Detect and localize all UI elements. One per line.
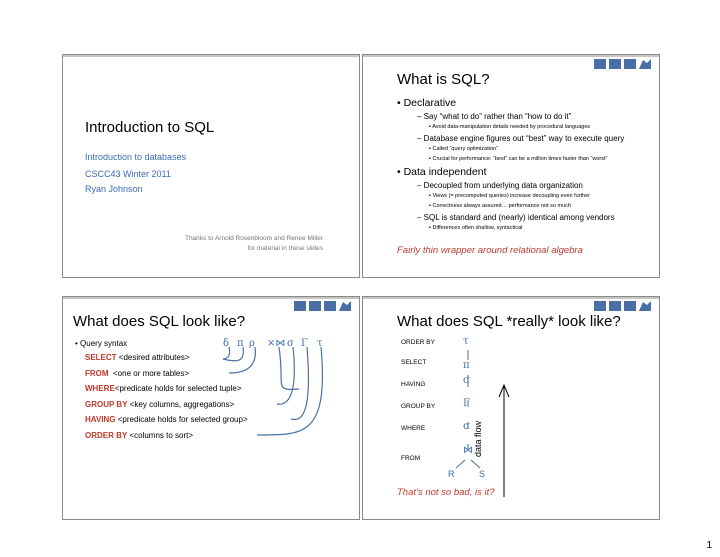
- bullet-marker: –: [417, 181, 424, 190]
- clause-description: <predicate holds for selected tuple>: [114, 384, 242, 393]
- operator-symbol: Γ: [301, 338, 308, 349]
- bullet-marker: •: [397, 166, 404, 178]
- clause-label: HAVING: [401, 381, 426, 388]
- bullet-level-2: [417, 181, 583, 190]
- bullet-marker: ▪: [429, 156, 433, 162]
- bullet-marker: ▪: [429, 146, 433, 152]
- relation-s: S: [479, 469, 486, 479]
- bullet-marker: •: [397, 97, 404, 109]
- bullet-text: Views (= precomputed queries) increase decoupling even further: [432, 193, 590, 199]
- bullet-level-1: [397, 166, 487, 178]
- plan-operator: Γ: [463, 398, 470, 409]
- bullet-text: Correctness always assured… performance not so much: [432, 203, 571, 209]
- operator-symbol: ×⋈: [267, 338, 286, 349]
- plan-operator: σ: [463, 421, 470, 432]
- bullet-marker: ▪: [429, 225, 433, 231]
- plan-operator: π: [463, 360, 470, 371]
- clause-description: <desired attributes>: [116, 353, 190, 362]
- slide-sql-syntax: [62, 296, 360, 520]
- bullet-text: Differences often shallow, syntactical: [432, 225, 523, 231]
- operator-symbol: δ: [223, 338, 230, 349]
- thanks-line-2: for material in these slides: [247, 245, 323, 252]
- bullet-text: SQL is standard and (nearly) identical among vendors: [423, 213, 615, 222]
- bullet-marker: ▪: [429, 124, 433, 130]
- clause-keyword: FROM: [85, 368, 109, 378]
- subtitle: Introduction to databases: [85, 152, 187, 162]
- bullet-text: Called “query optimization”: [432, 146, 498, 152]
- bullet-marker: –: [417, 134, 424, 143]
- bullet-marker: ▪: [429, 203, 433, 209]
- bullet-text: Decoupled from underlying data organization: [423, 181, 583, 190]
- slide-what-is-sql: [362, 54, 660, 278]
- bullet-level-2: [417, 112, 571, 121]
- clause-label: ORDER BY: [401, 339, 435, 346]
- thanks-line-1: Thanks to Arnold Rosenbloom and Renee Miller: [184, 235, 323, 242]
- slide-footer: Fairly thin wrapper around relational algebra: [397, 245, 583, 256]
- slide-title: What does SQL look like?: [73, 313, 246, 330]
- plan-operator: τ: [463, 336, 469, 347]
- bullet-level-3: [429, 193, 590, 199]
- clause-keyword: ORDER BY: [85, 430, 128, 440]
- plan-operator: σ: [463, 375, 470, 386]
- page-number: 1: [706, 540, 712, 551]
- slide-intro: [62, 54, 360, 278]
- bullet-text: Database engine figures out “best” way to execute query: [423, 134, 625, 143]
- bullet-text: Query syntax: [80, 339, 128, 348]
- bullet-marker: –: [417, 112, 424, 121]
- slide-title: What does SQL *really* look like?: [397, 313, 621, 330]
- relation-r: R: [448, 469, 455, 479]
- bullet-level-3: [429, 124, 590, 130]
- bullet-text: Data independent: [403, 166, 487, 178]
- bullet-level-3: [429, 203, 571, 209]
- bullet-marker: –: [417, 213, 424, 222]
- clause-description: <key columns, aggregations>: [127, 399, 235, 409]
- clause-label: SELECT: [401, 359, 427, 366]
- bullet-level-2: [417, 134, 624, 143]
- clause-keyword: SELECT: [85, 353, 117, 362]
- bullet-level-2: [417, 213, 615, 222]
- clause-label: GROUP BY: [401, 403, 436, 410]
- slide-top-bar: [63, 55, 359, 57]
- course-name: CSCC43 Winter 2011: [85, 169, 171, 179]
- clause-description: <columns to sort>: [127, 430, 194, 440]
- bullet-level-3: [429, 156, 607, 162]
- operator-symbol: σ: [287, 338, 294, 349]
- bullet-level-3: [429, 225, 522, 231]
- data-flow-label: data flow: [473, 420, 483, 457]
- clause-description: <one or more tables>: [108, 368, 190, 378]
- plan-tree-lines: [363, 297, 659, 519]
- slide-title: What is SQL?: [397, 71, 490, 88]
- slide-footer: That’s not so bad, is it?: [397, 487, 495, 498]
- mapping-arrows: [63, 297, 359, 519]
- plan-operator: ⋈: [463, 445, 473, 456]
- bullet-text: Crucial for performance: “best” can be a million times faster than “worst”: [432, 156, 608, 162]
- slide-title: Introduction to SQL: [85, 119, 215, 136]
- bullet-marker: ▪: [429, 193, 433, 199]
- clause-keyword: HAVING: [85, 415, 116, 424]
- clause-label: FROM: [401, 455, 421, 462]
- operator-symbol: π: [237, 338, 244, 349]
- clause-label: WHERE: [401, 425, 426, 432]
- clause-keyword: WHERE: [85, 384, 115, 393]
- author-name: Ryan Johnson: [85, 184, 143, 194]
- bullet-level-3: [429, 146, 498, 152]
- bullet-query-syntax: • Query syntax: [75, 339, 128, 348]
- bullet-text: Say “what to do” rather than “how to do it”: [423, 112, 572, 121]
- bullet-text: Avoid data-manipulation details needed by procedural languages: [432, 124, 591, 130]
- operator-symbol: τ: [317, 338, 323, 349]
- bullet-level-1: [397, 97, 456, 109]
- operator-symbol: ρ: [249, 338, 255, 349]
- university-logo-icon: [593, 57, 653, 71]
- bullet-text: Declarative: [403, 97, 457, 109]
- clause-description: <predicate holds for selected group>: [115, 415, 248, 424]
- clause-keyword: GROUP BY: [85, 399, 128, 409]
- slide-sql-really: [362, 296, 660, 520]
